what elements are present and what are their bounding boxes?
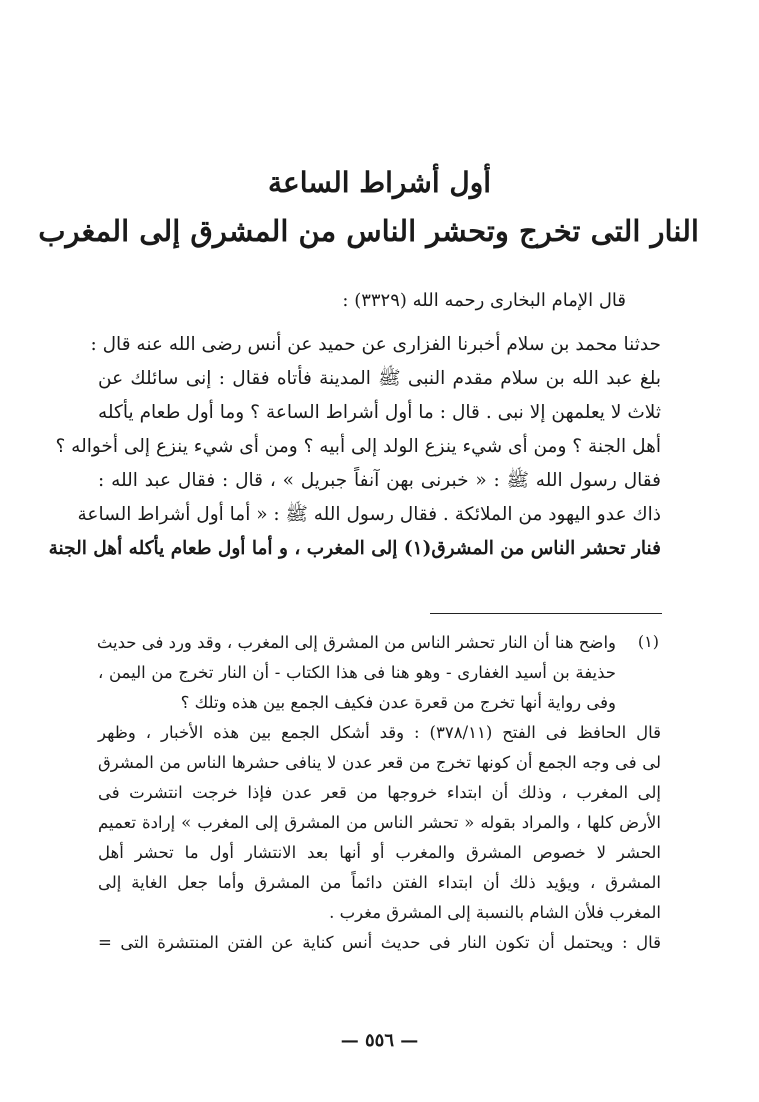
hadith-text <box>48 328 661 566</box>
hadith-line: فنار تحشر الناس من المشرق(١) إلى المغرب ، و أما أول طعام يأكله أهل الجنة <box>48 538 661 559</box>
footnote-line: المغرب فلأن الشام بالنسبة إلى المشرق مغرب . <box>329 903 661 922</box>
page-number: — ٥٥٦ — <box>340 1030 419 1051</box>
hadith-line: ثلاث لا يعلمهن إلا نبى . قال : ما أول أشراط الساعة ؟ وما أول طعام يأكله <box>98 402 661 423</box>
hadith-line: حدثنا محمد بن سلام أخبرنا الفزارى عن حميد عن أنس رضى الله عنه قال : <box>90 334 661 355</box>
footnote-marker: (١) <box>637 632 659 651</box>
footnote-line: الأرض كلها ، والمراد بقوله « تحشر الناس من المشرق إلى المغرب » إرادة تعميم <box>98 813 661 832</box>
footnote-line: قال : ويحتمل أن تكون النار فى حديث أنس كناية عن الفتن المنتشرة التى = <box>98 933 661 952</box>
footnote-line: لى فى وجه الجمع أن كونها تخرج من قعر عدن لا ينافى حشرها الناس من المشرق <box>98 753 661 772</box>
hadith-line: فقال رسول الله ﷺ : « خبرنى بهن آنفاً جبريل » ، قال : فقال عبد الله : <box>98 470 661 491</box>
footnote-text <box>96 628 661 958</box>
footnote-line: قال الحافظ فى الفتح (٣٧٨/١١) : وقد أشكل الجمع بين هذه الأخبار ، وظهر <box>98 723 661 742</box>
footnote-line: إلى المغرب ، وذلك أن ابتداء خروجها من قعر عدن فإذا خرجت انتشرت فى <box>98 783 661 802</box>
footnote-divider <box>430 613 662 614</box>
hadith-source-intro: قال الإمام البخارى رحمه الله (٣٣٢٩) : <box>342 290 626 311</box>
footnote-line: المشرق ، ويؤيد ذلك أن ابتداء الفتن دائماً من المشرق وأما جعل الغاية إلى <box>98 873 661 892</box>
hadith-line: أهل الجنة ؟ ومن أى شيء ينزع الولد إلى أبيه ؟ ومن أى شيء ينزع إلى أخواله ؟ <box>55 436 661 457</box>
footnote-line: الحشر لا خصوص المشرق والمغرب أو أنها بعد الانتشار أول ما تحشر أهل <box>98 843 661 862</box>
hadith-line: ذاك عدو اليهود من الملائكة . فقال رسول الله ﷺ : « أما أول أشراط الساعة <box>77 504 661 525</box>
footnote-line: واضح هنا أن النار تحشر الناس من المشرق إلى المغرب ، وقد ورد فى حديث <box>96 633 616 652</box>
hadith-line: بلغ عبد الله بن سلام مقدم النبى ﷺ المدينة فأتاه فقال : إنى سائلك عن <box>98 368 661 389</box>
chapter-subtitle: النار التى تخرج وتحشر الناس من المشرق إلى المغرب <box>38 214 699 248</box>
footnote-line: وفى رواية أنها تخرج من قعرة عدن فكيف الجمع بين هذه وتلك ؟ <box>180 693 616 712</box>
footnote-line: حذيفة بن أسيد الغفارى - وهو هنا فى هذا الكتاب - أن النار تخرج من اليمن ، <box>98 663 616 682</box>
chapter-title: أول أشراط الساعة <box>267 166 492 199</box>
